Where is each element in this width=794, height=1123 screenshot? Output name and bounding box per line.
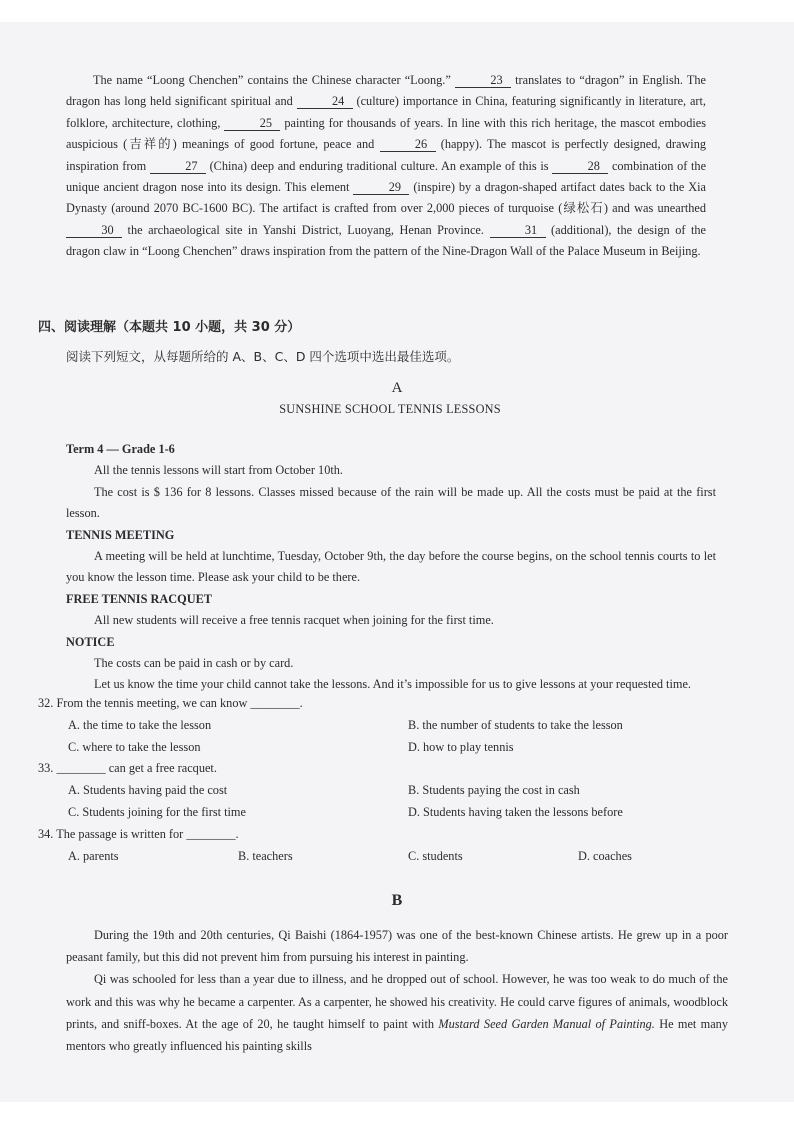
notice-heading: NOTICE — [66, 634, 115, 649]
passage-text: (happy). The mascot is perfectly designed, drawing inspiration from — [66, 137, 706, 173]
option-b[interactable]: B. the number of students to take the lesson — [408, 717, 623, 732]
section-heading: 四、阅读理解（本题共 10 小题，共 30 分） — [38, 320, 301, 335]
blank-30: 30 — [66, 223, 122, 238]
passage-text: (China) deep and enduring traditional culture. An example of this is — [209, 158, 549, 173]
option-a[interactable]: A. Students having paid the cost — [68, 783, 228, 798]
passage-text: painting for thousands of years. In line with this rich heritage, the mascot embodies auspicious (吉祥的) meanings of good fortune, peace and — [66, 115, 707, 152]
part-a-title: SUNSHINE SCHOOL TENNIS LESSONS — [279, 402, 501, 416]
question-32-options-row-1 — [38, 718, 718, 740]
option-c[interactable]: C. where to take the lesson — [68, 739, 201, 754]
passage-text: (inspire) by a dragon-shaped artifact dates back to the Xia Dynasty (around 2070 BC-1600 BC). The artifact is crafted from over 2,000 pieces of turquoise (绿松石) and was unearthed — [66, 180, 707, 216]
option-a[interactable]: A. the time to take the lesson — [68, 717, 212, 732]
option-d[interactable]: D. Students having taken the lessons before — [408, 804, 623, 819]
tennis-notice — [66, 439, 716, 696]
question-34-stem — [38, 827, 718, 849]
part-a-letter: A — [391, 380, 403, 396]
question-34-options — [38, 849, 718, 871]
option-a[interactable]: A. parents — [68, 848, 119, 863]
part-b-paragraph-1: During the 19th and 20th centuries, Qi Baishi (1864-1957) was one of the best-known Chinese artists. He grew up in a poor peasant family, but this did not prevent him from pursuing his interest in painting. — [66, 928, 728, 965]
blank-23: 23 — [455, 73, 511, 88]
cost-paragraph: The cost is $ 136 for 8 lessons. Classes missed because of the rain will be made up. All the costs must be paid at the first lesson. — [66, 484, 716, 521]
blank-24: 24 — [297, 94, 353, 109]
question-text: 32. From the tennis meeting, we can know ________. — [38, 696, 303, 710]
racquet-paragraph: All new students will receive a free tennis racquet when joining for the first time. — [94, 613, 494, 628]
paragraph-text: Qi was schooled for less than a year due to illness, and he dropped out of school. However, he was too weak to do much of the work and this was why he became a carpenter. As a carpenter, he showed his creativity. He could carve figures of animals, woodblock prints, and sniff-boxes. At the age of 20, he taught himself to paint with — [66, 972, 728, 1031]
questions — [38, 696, 718, 870]
question-text: 33. ________ can get a free racquet. — [38, 761, 217, 776]
notice-line-2: Let us know the time your child cannot take the lessons. And it’s impossible for us to give lessons at your requested time. — [94, 677, 691, 692]
question-text: 34. The passage is written for ________. — [38, 826, 239, 841]
blank-26: 26 — [380, 137, 436, 152]
question-33-stem — [38, 761, 718, 783]
question-32-options-row-2 — [38, 740, 718, 762]
passage-text: translates to “dragon” in English. The dragon has long held significant spiritual and — [66, 73, 707, 109]
paragraph-text: He met many mentors who greatly influenced his painting skills — [66, 1016, 728, 1054]
question-33-options-row-1 — [38, 783, 718, 805]
option-d[interactable]: D. how to play tennis — [408, 739, 514, 754]
blank-29: 29 — [353, 180, 409, 195]
notice-line-1: The costs can be paid in cash or by card. — [94, 656, 294, 671]
passage-text: (culture) importance in China, featuring significantly in literature, art, folklore, architecture, clothing, — [66, 94, 707, 130]
term-line: Term 4 — Grade 1-6 — [66, 442, 175, 456]
passage-text: combination of the unique ancient dragon nose into its design. This element — [66, 158, 707, 195]
question-33-options-row-2 — [38, 805, 718, 827]
option-c[interactable]: C. Students joining for the first time — [68, 804, 246, 819]
meeting-heading: TENNIS MEETING — [66, 527, 175, 542]
blank-25: 25 — [224, 116, 280, 131]
option-d[interactable]: D. coaches — [578, 848, 632, 863]
passage-text: The name “Loong Chenchen” contains the Chinese character “Loong.” — [93, 73, 451, 87]
meeting-paragraph: A meeting will be held at lunchtime, Tuesday, October 9th, the day before the course begins, on the school tennis courts to let you know the lesson time. Please ask your child to be there. — [66, 549, 716, 585]
part-b-passage — [66, 924, 728, 1057]
question-32-stem — [38, 696, 718, 718]
passage-text: (additional), the design of the dragon claw in “Loong Chenchen” draws inspiration from the pattern of the Nine-Dragon Wall of the Palace Museum in Beijing. — [66, 222, 707, 259]
exam-page — [0, 22, 794, 1102]
blank-28: 28 — [552, 159, 608, 174]
start-line: All the tennis lessons will start from October 10th. — [94, 463, 343, 478]
racquet-heading: FREE TENNIS RACQUET — [66, 591, 213, 606]
blank-31: 31 — [490, 223, 546, 238]
part-b-paragraph-2 — [66, 968, 728, 1057]
option-b[interactable]: B. teachers — [238, 848, 293, 863]
section-instruction: 阅读下列短文，从每题所给的 A、B、C、D 四个选项中选出最佳选项。 — [66, 349, 460, 364]
option-c[interactable]: C. students — [408, 848, 463, 863]
option-b[interactable]: B. Students paying the cost in cash — [408, 783, 580, 798]
book-title: Mustard Seed Garden Manual of Painting. — [438, 1016, 655, 1031]
blank-27: 27 — [150, 159, 206, 174]
cloze-passage — [66, 70, 706, 263]
part-b-letter: B — [391, 892, 403, 909]
passage-text: the archaeological site in Yanshi District, Luoyang, Henan Province. — [127, 222, 484, 237]
